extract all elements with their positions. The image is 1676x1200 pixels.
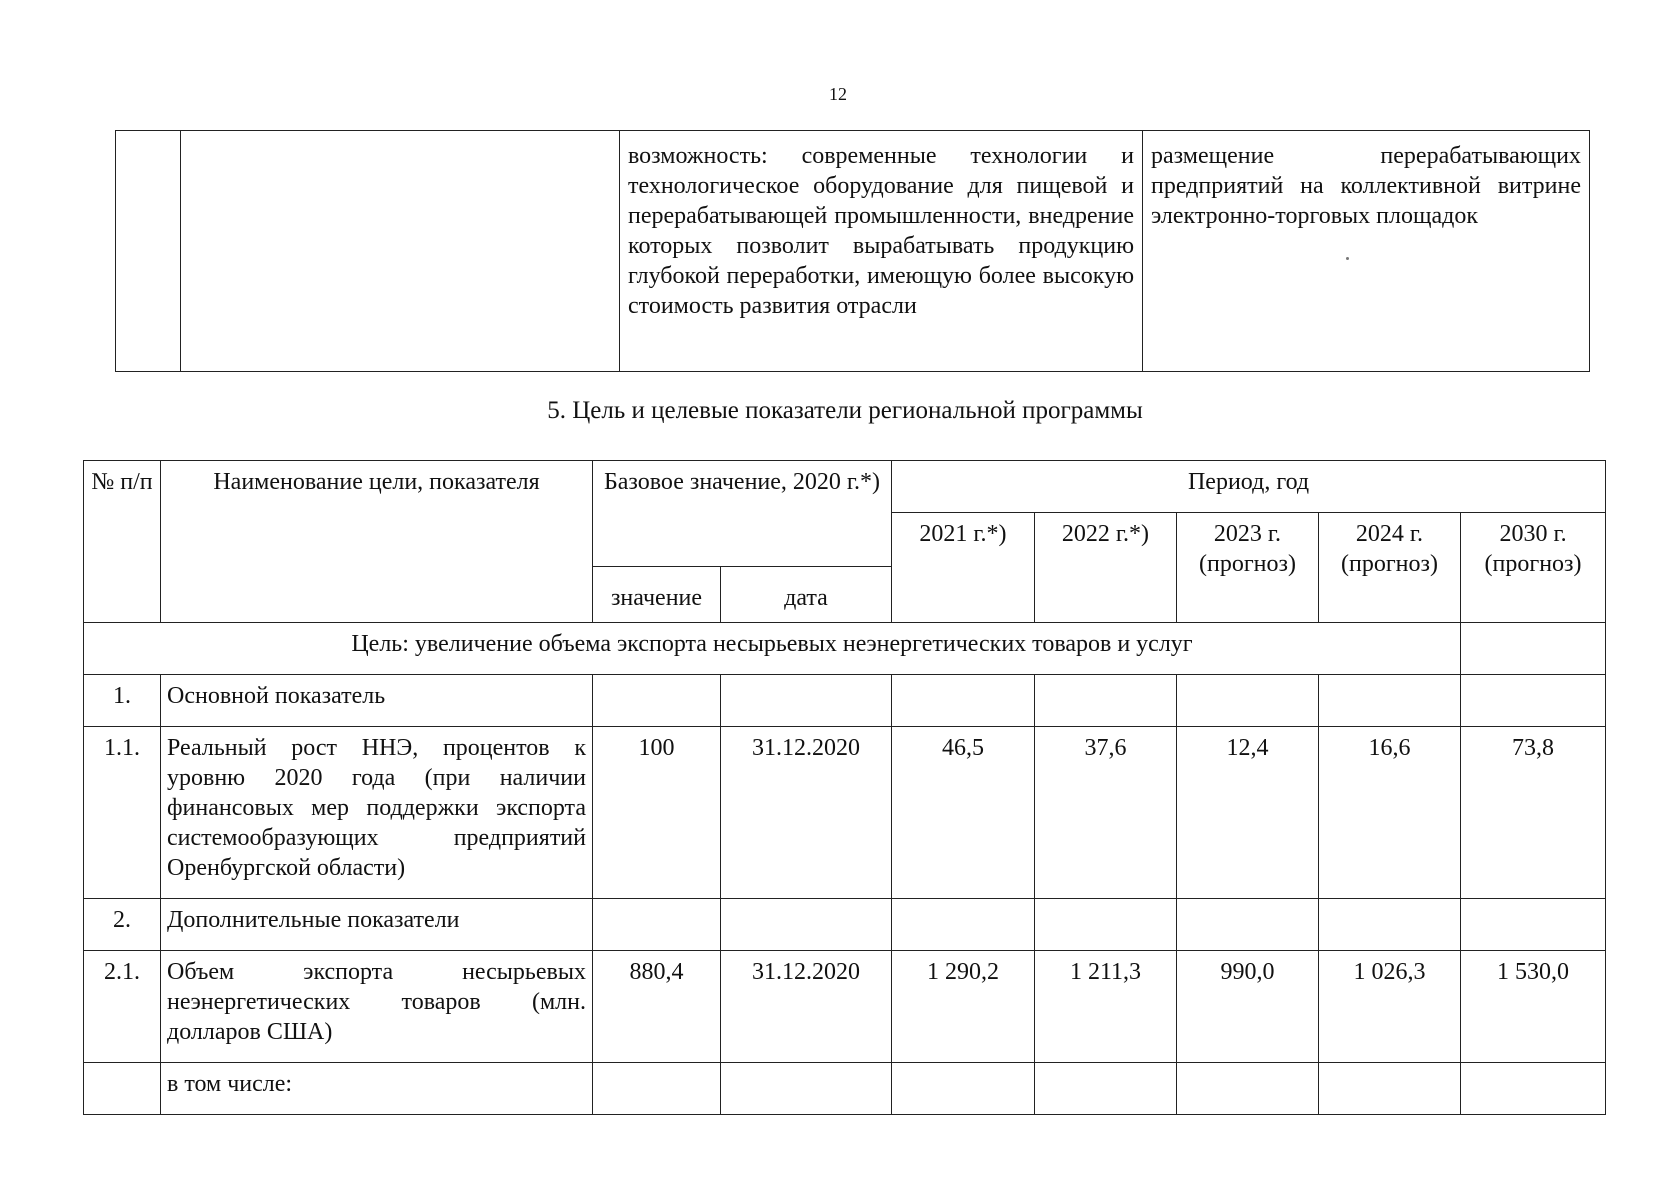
- row-value: 880,4: [593, 951, 721, 1063]
- row-2021: [892, 675, 1035, 727]
- row-2030: [1461, 1063, 1606, 1115]
- opportunity-text: возможность: современные технологии и технологическое оборудование для пищевой и перерабатывающей промышленности, внедрение которых позволит вырабатывать продукцию глубокой переработки, имеющую более высокую стоимость развития отрасли: [620, 131, 1143, 372]
- header-2030: 2030 г. (прогноз): [1461, 513, 1606, 623]
- header-base-value: значение: [593, 567, 721, 623]
- row-num: 1.: [84, 675, 161, 727]
- table-row: [84, 899, 1606, 951]
- row-2021: 46,5: [892, 727, 1035, 899]
- row-2030: 73,8: [1461, 727, 1606, 899]
- row-2024: [1319, 675, 1461, 727]
- header-base: Базовое значение, 2020 г.*): [593, 461, 892, 567]
- row-2021: 1 290,2: [892, 951, 1035, 1063]
- row-2022: [1035, 1063, 1177, 1115]
- row-date: [721, 899, 892, 951]
- table-row: [84, 675, 1606, 727]
- header-base-date: дата: [721, 567, 892, 623]
- row-value: [593, 899, 721, 951]
- row-2023: [1177, 1063, 1319, 1115]
- row-name: Дополнительные показатели: [161, 899, 593, 951]
- row-date: 31.12.2020: [721, 951, 892, 1063]
- row-name: Основной показатель: [161, 675, 593, 727]
- table-row: [84, 727, 1606, 899]
- section-title: 5. Цель и целевые показатели региональной программы: [547, 397, 1143, 424]
- row-name: Реальный рост ННЭ, процентов к уровню 2020 года (при наличии финансовых мер поддержки экспорта системообразующих предприятий Оренбургской области): [161, 727, 593, 899]
- row-name: Объем экспорта несырьевых неэнергетических товаров (млн. долларов США): [161, 951, 593, 1063]
- table-row: [84, 1063, 1606, 1115]
- row-2021: [892, 899, 1035, 951]
- empty-cell: [1461, 623, 1606, 675]
- header-row: [84, 461, 1606, 513]
- row-value: 100: [593, 727, 721, 899]
- row-2023: [1177, 675, 1319, 727]
- row-num: 2.1.: [84, 951, 161, 1063]
- row-num: 1.1.: [84, 727, 161, 899]
- row-2022: [1035, 899, 1177, 951]
- row-2023: [1177, 899, 1319, 951]
- goal-text: Цель: увеличение объема экспорта несырьевых неэнергетических товаров и услуг: [84, 623, 1461, 675]
- row-value: [593, 675, 721, 727]
- page-number: 12: [829, 84, 847, 104]
- empty-cell: [116, 131, 181, 372]
- row-2024: 16,6: [1319, 727, 1461, 899]
- row-2030: 1 530,0: [1461, 951, 1606, 1063]
- row-name: в том числе:: [161, 1063, 593, 1115]
- empty-cell: [181, 131, 620, 372]
- measure-text: размещение перерабатывающих предприятий на коллективной витрине электронно-торговых площадок: [1143, 131, 1590, 372]
- row-2024: [1319, 899, 1461, 951]
- row-num: [84, 1063, 161, 1115]
- row-2030: [1461, 675, 1606, 727]
- row-num: 2.: [84, 899, 161, 951]
- table-row: [116, 131, 1590, 372]
- header-2023: 2023 г. (прогноз): [1177, 513, 1319, 623]
- row-date: 31.12.2020: [721, 727, 892, 899]
- row-2022: 37,6: [1035, 727, 1177, 899]
- header-2024: 2024 г. (прогноз): [1319, 513, 1461, 623]
- row-2030: [1461, 899, 1606, 951]
- indicators-table: [83, 460, 1606, 1115]
- row-2023: 12,4: [1177, 727, 1319, 899]
- row-2022: 1 211,3: [1035, 951, 1177, 1063]
- header-name: Наименование цели, показателя: [161, 461, 593, 623]
- row-2021: [892, 1063, 1035, 1115]
- row-date: [721, 675, 892, 727]
- scan-speck: [1346, 257, 1349, 260]
- header-num: № п/п: [84, 461, 161, 623]
- header-period: Период, год: [892, 461, 1606, 513]
- row-date: [721, 1063, 892, 1115]
- table-row: [84, 951, 1606, 1063]
- row-2023: 990,0: [1177, 951, 1319, 1063]
- row-2024: 1 026,3: [1319, 951, 1461, 1063]
- top-table: [115, 130, 1590, 372]
- row-value: [593, 1063, 721, 1115]
- goal-row: [84, 623, 1606, 675]
- header-2021: 2021 г.*): [892, 513, 1035, 623]
- header-2022: 2022 г.*): [1035, 513, 1177, 623]
- row-2022: [1035, 675, 1177, 727]
- row-2024: [1319, 1063, 1461, 1115]
